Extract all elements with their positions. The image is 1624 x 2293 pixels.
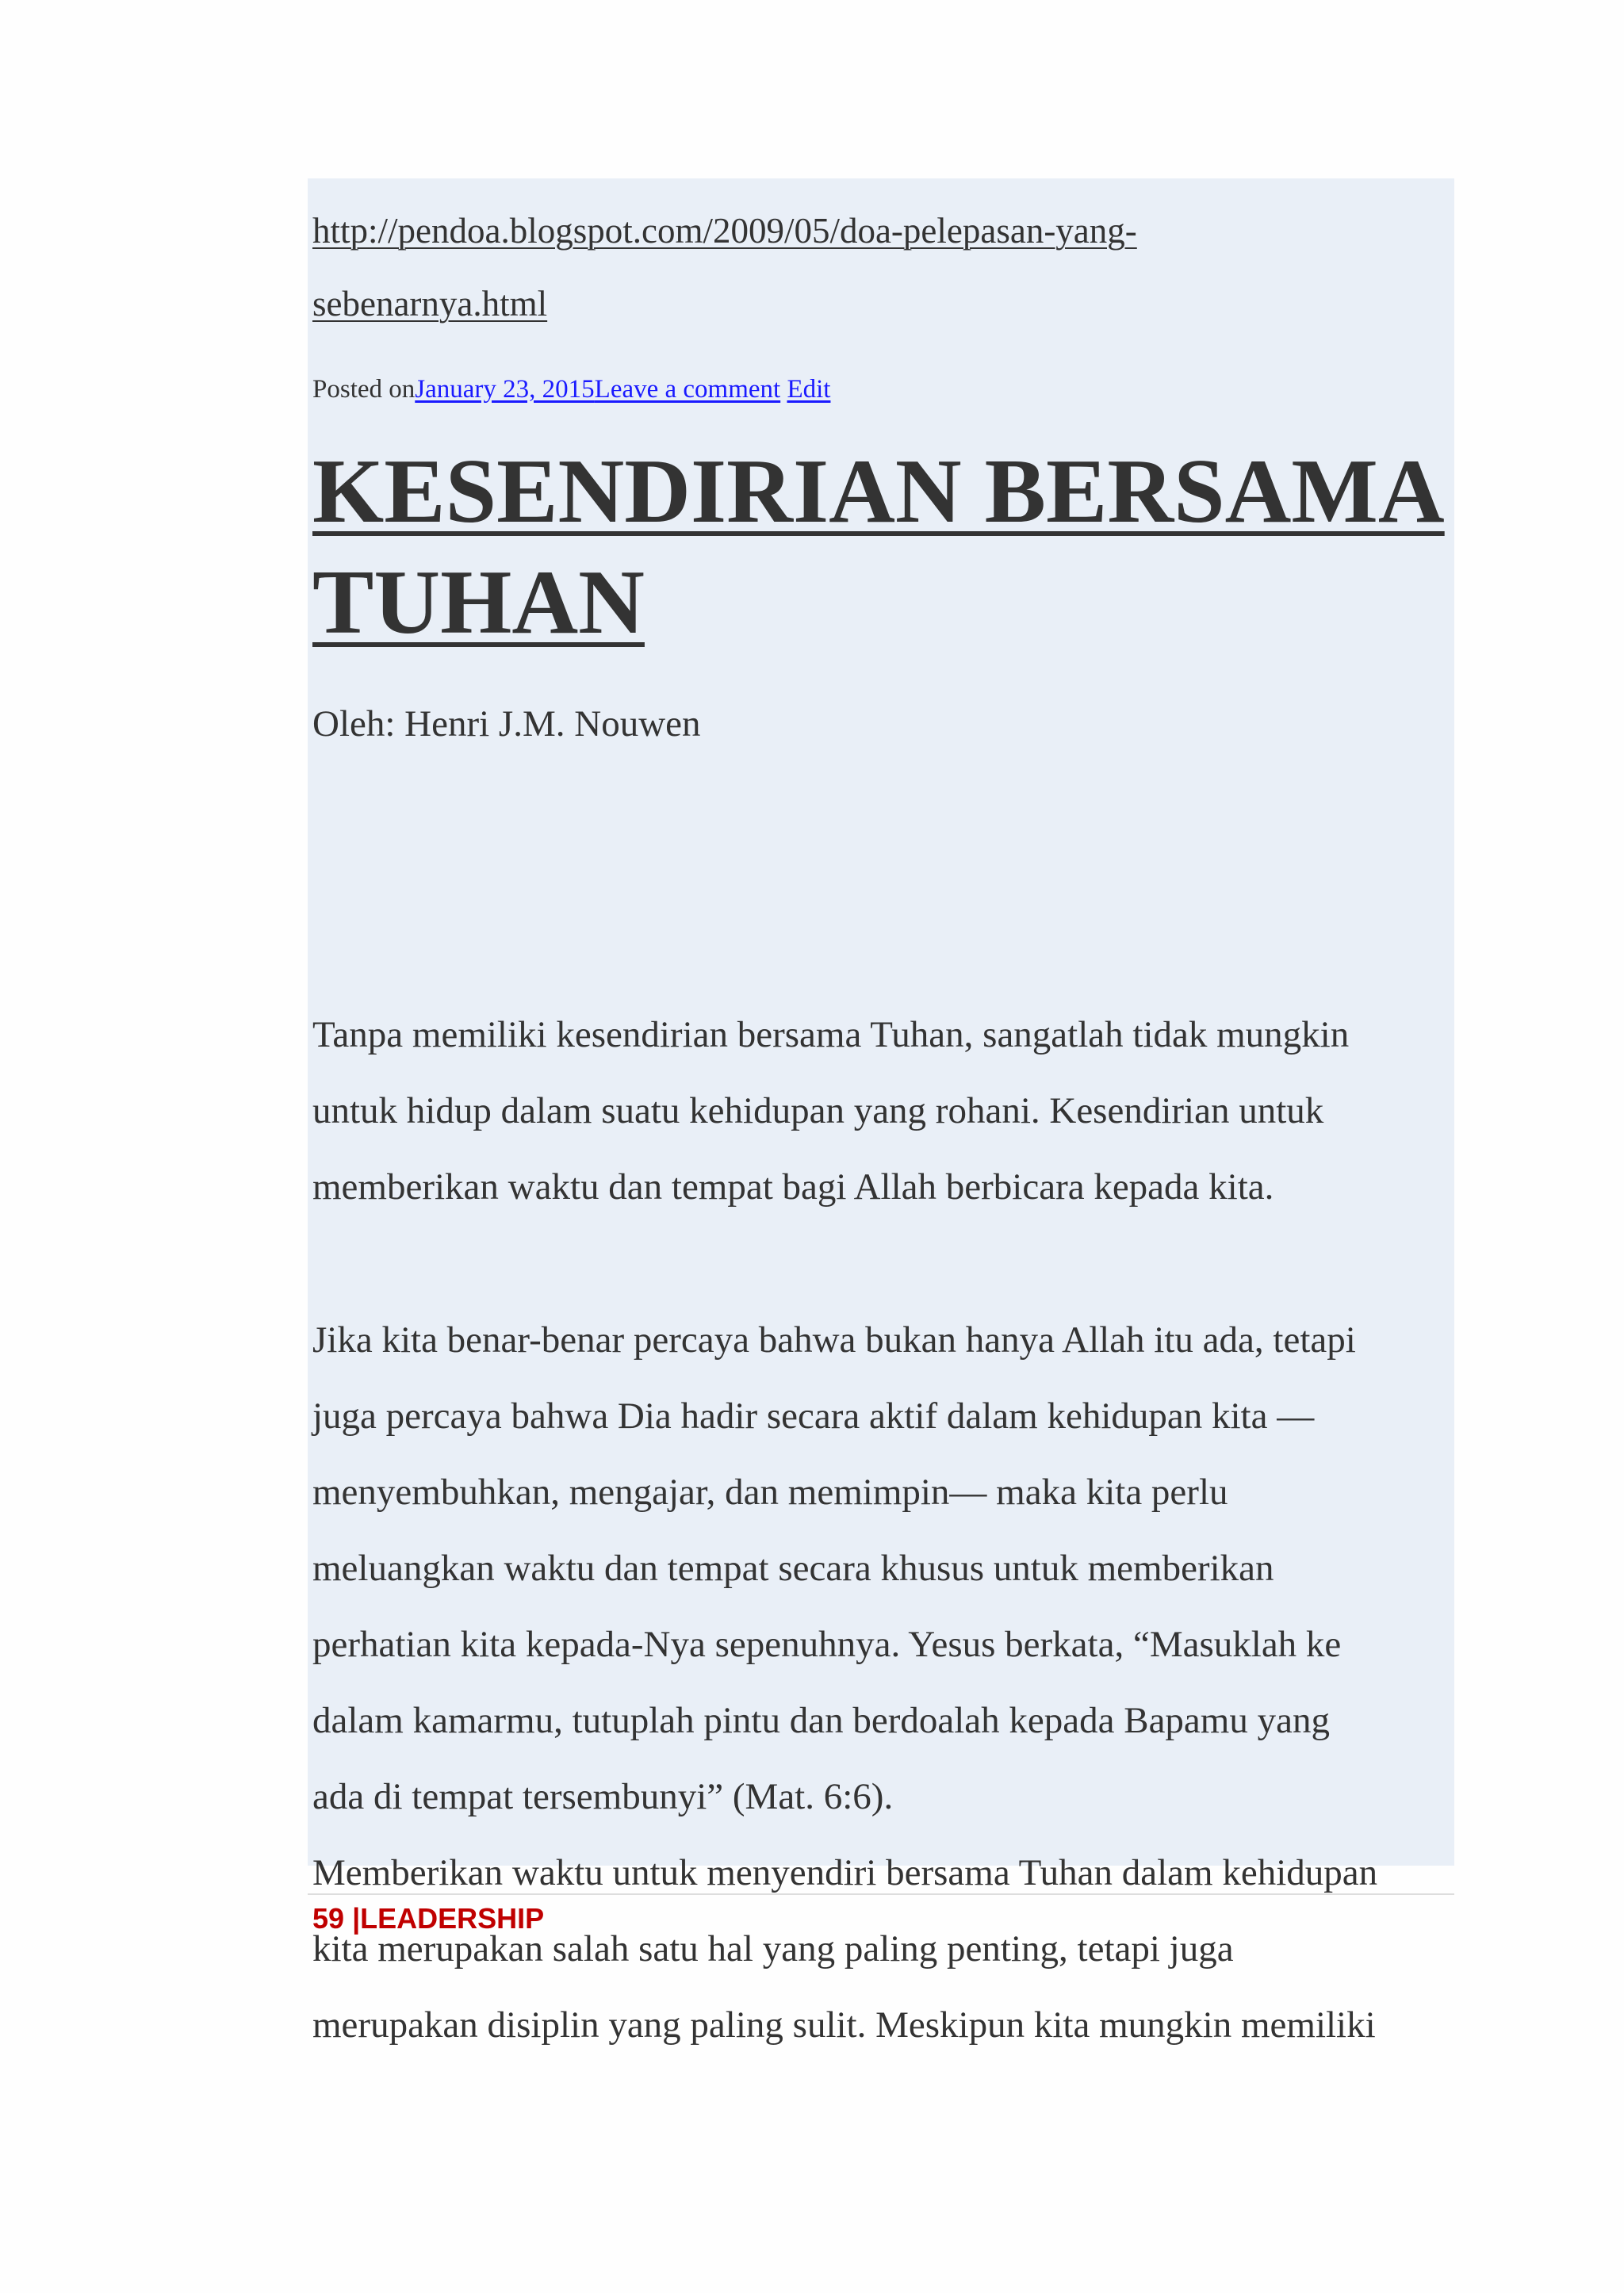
footer-separator: |	[352, 1902, 361, 1935]
paragraph-2-line: perhatian kita kepada-Nya sepenuhnya. Yesus berkata, “Masuklah ke	[312, 1624, 1342, 1665]
post-title-line-2[interactable]: TUHAN	[312, 552, 645, 653]
paragraph-3-line: merupakan disiplin yang paling sulit. Meskipun kita mungkin memiliki	[312, 2004, 1376, 2046]
edit-link[interactable]: Edit	[787, 375, 831, 404]
footer-section-label: LEADERSHIP	[360, 1902, 545, 1935]
leave-comment-link[interactable]: Leave a comment	[594, 375, 781, 404]
paragraph-2-line: dalam kamarmu, tutuplah pintu dan berdoalah kepada Bapamu yang	[312, 1700, 1330, 1741]
posted-on-label: Posted on	[312, 375, 416, 404]
paragraph-1-line: Tanpa memiliki kesendirian bersama Tuhan, sangatlah tidak mungkin	[312, 1014, 1350, 1055]
paragraph-2-line: meluangkan waktu dan tempat secara khusus untuk memberikan	[312, 1548, 1274, 1589]
paragraph-3-line: Memberikan waktu untuk menyendiri bersama Tuhan dalam kehidupan	[312, 1852, 1378, 1893]
source-url-link-line-2[interactable]: sebenarnya.html	[312, 284, 548, 323]
post-meta	[312, 373, 830, 405]
page-number: 59	[312, 1902, 345, 1935]
post-title-line-1[interactable]: KESENDIRIAN BERSAMA	[312, 441, 1445, 542]
paragraph-2-line: menyembuhkan, mengajar, dan memimpin— maka kita perlu	[312, 1472, 1228, 1513]
paragraph-1-line: memberikan waktu dan tempat bagi Allah berbicara kepada kita.	[312, 1166, 1274, 1208]
page-footer	[312, 1901, 544, 1937]
paragraph-2-line: ada di tempat tersembunyi” (Mat. 6:6).	[312, 1776, 894, 1817]
footer-divider	[308, 1893, 1454, 1895]
paragraph-1-line: untuk hidup dalam suatu kehidupan yang rohani. Kesendirian untuk	[312, 1090, 1324, 1131]
source-url-link-line-1[interactable]: http://pendoa.blogspot.com/2009/05/doa-pelepasan-yang-	[312, 211, 1137, 251]
post-date-link[interactable]: January 23, 2015	[415, 375, 595, 404]
paragraph-2-line: juga percaya bahwa Dia hadir secara aktif dalam kehidupan kita —	[312, 1395, 1315, 1437]
post-byline: Oleh: Henri J.M. Nouwen	[312, 703, 701, 745]
paragraph-3-line: kita merupakan salah satu hal yang paling penting, tetapi juga	[312, 1928, 1234, 1970]
paragraph-2-line: Jika kita benar-benar percaya bahwa bukan hanya Allah itu ada, tetapi	[312, 1319, 1356, 1361]
